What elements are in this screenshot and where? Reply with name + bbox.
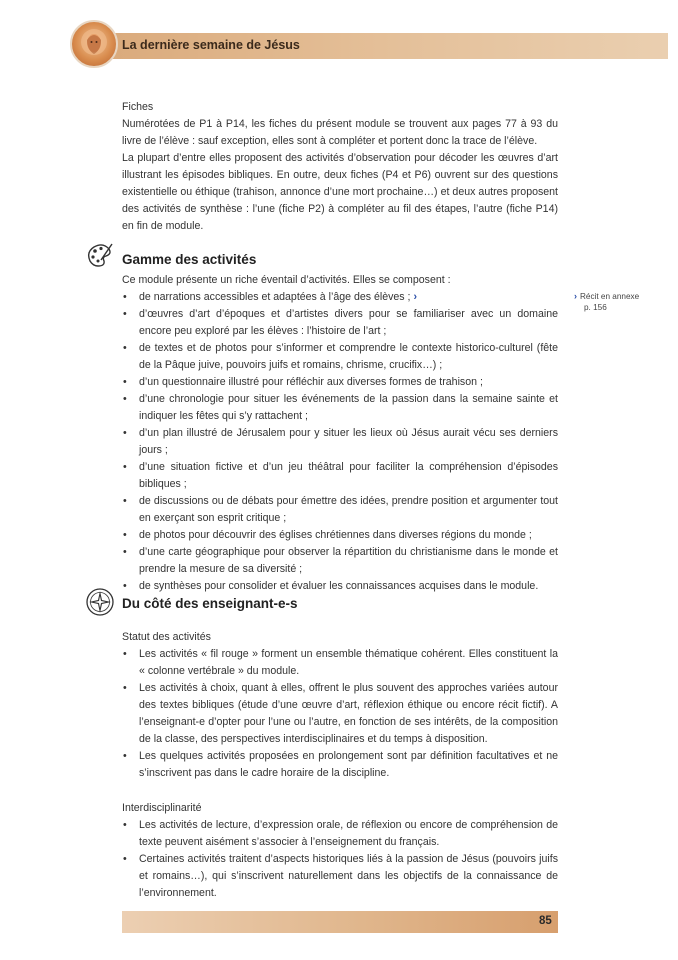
fiches-paragraph-1: Numérotées de P1 à P14, les fiches du présent module se trouvent aux pages 77 à 93 du livre de l’élève : sauf exception, elles sont à compléter et portent donc la trace de l’élève. [122, 118, 558, 147]
gamme-list [122, 289, 558, 595]
gamme-section [122, 272, 558, 595]
side-note-line2: p. 156 [584, 303, 607, 312]
list-item: • d’une carte géographique pour observer la répartition du christianisme dans le monde et prendre la mesure de sa diversité ; [122, 544, 558, 578]
compass-rose-icon [85, 587, 115, 617]
statut-list [122, 646, 558, 782]
list-item: • d’un plan illustré de Jérusalem pour y situer les lieux où Jésus aurait vécu ses derniers jours ; [122, 425, 558, 459]
chevron-right-icon[interactable]: › [413, 291, 417, 303]
fiches-paragraph-2: La plupart d’entre elles proposent des activités d’observation pour décoder les œuvres d’art illustrant les épisodes bibliques. En outre, deux fiches (P4 et P6) ouvrent sur des questions existentielle ou éthique (trahison, annonce d’une mort prochaine…) et deux autres proposent des activités de synthèse : l’une (fiche P2) à compléter au fil des étapes, l’autre (fiche P14) en fin de module. [122, 152, 558, 232]
gamme-intro: Ce module présente un riche éventail d’activités. Elles se composent : [122, 274, 451, 286]
fiches-heading: Fiches [122, 101, 154, 113]
list-item: • de discussions ou de débats pour émettre des idées, prendre position et argumenter tout en exerçant son esprit critique ; [122, 493, 558, 527]
list-item: • de textes et de photos pour s’informer et comprendre le contexte historico-culturel (fête de la Pâque juive, pouvoirs juifs et romains, chrisme, crucifix…) ; [122, 340, 558, 374]
list-item: • d’œuvres d’art d’époques et d’artistes divers pour se familiariser avec un domaine encore peu exploré par les élèves : l’histoire de l’art ; [122, 306, 558, 340]
side-note-line1: Récit en annexe [580, 292, 640, 301]
statut-section [122, 629, 558, 782]
enseignants-title: Du côté des enseignant-e-s [122, 596, 298, 611]
list-item: • Les activités de lecture, d’expression orale, de réflexion ou encore de compréhension de texte peuvent aisément s’associer à l’enseignement du français. [122, 817, 558, 851]
gamme-title: Gamme des activités [122, 252, 257, 267]
chevron-right-icon: › [574, 291, 577, 301]
interdisciplinarite-section [122, 800, 558, 902]
interdisciplinarite-heading: Interdisciplinarité [122, 802, 202, 814]
header-title: La dernière semaine de Jésus [122, 38, 300, 52]
list-item: • Les activités « fil rouge » forment un ensemble thématique cohérent. Elles constituent la « colonne vertébrale » du module. [122, 646, 558, 680]
list-item: • d’une chronologie pour situer les événements de la passion dans la semaine sainte et indiquer les fêtes qui s’y rattachent ; [122, 391, 558, 425]
page-number: 85 [539, 915, 552, 927]
interdisciplinarite-list [122, 817, 558, 902]
list-item [122, 289, 558, 306]
list-item: • Certaines activités traitent d’aspects historiques liés à la passion de Jésus (pouvoirs juifs et romains…), qui s’inscrivent naturellement dans les objectifs de la connaissance de l’environnement. [122, 851, 558, 902]
list-item: • de photos pour découvrir des églises chrétiennes dans diverses régions du monde ; [122, 527, 558, 544]
list-item: • Les activités à choix, quant à elles, offrent le plus souvent des approches variées autour des textes bibliques (étude d’une œuvre d’art, réflexion éthique ou encore récit fictif). A l’enseignant-e d’opter pour l’une ou l’autre, en fonction de ses intérêts, de la composition de la classe, des perspectives interdisciplinaires et du temps à disposition. [122, 680, 558, 748]
statut-heading: Statut des activités [122, 631, 211, 643]
list-item-text: de narrations accessibles et adaptées à l’âge des élèves ; [139, 291, 411, 303]
list-item: • Les quelques activités proposées en prolongement sont par définition facultatives et ne s’inscrivent pas dans le cadre horaire de la discipline. [122, 748, 558, 782]
list-item: • d’un questionnaire illustré pour réfléchir aux diverses formes de trahison ; [122, 374, 558, 391]
jesus-icon-medallion [70, 20, 118, 68]
side-note [574, 291, 664, 313]
list-item: • de synthèses pour consolider et évaluer les connaissances acquises dans le module. [122, 578, 558, 595]
fiches-section [122, 99, 558, 235]
palette-icon [84, 240, 114, 270]
list-item: • d’une situation fictive et d’un jeu théâtral pour faciliter la compréhension d’épisodes bibliques ; [122, 459, 558, 493]
footer-band [122, 911, 558, 933]
